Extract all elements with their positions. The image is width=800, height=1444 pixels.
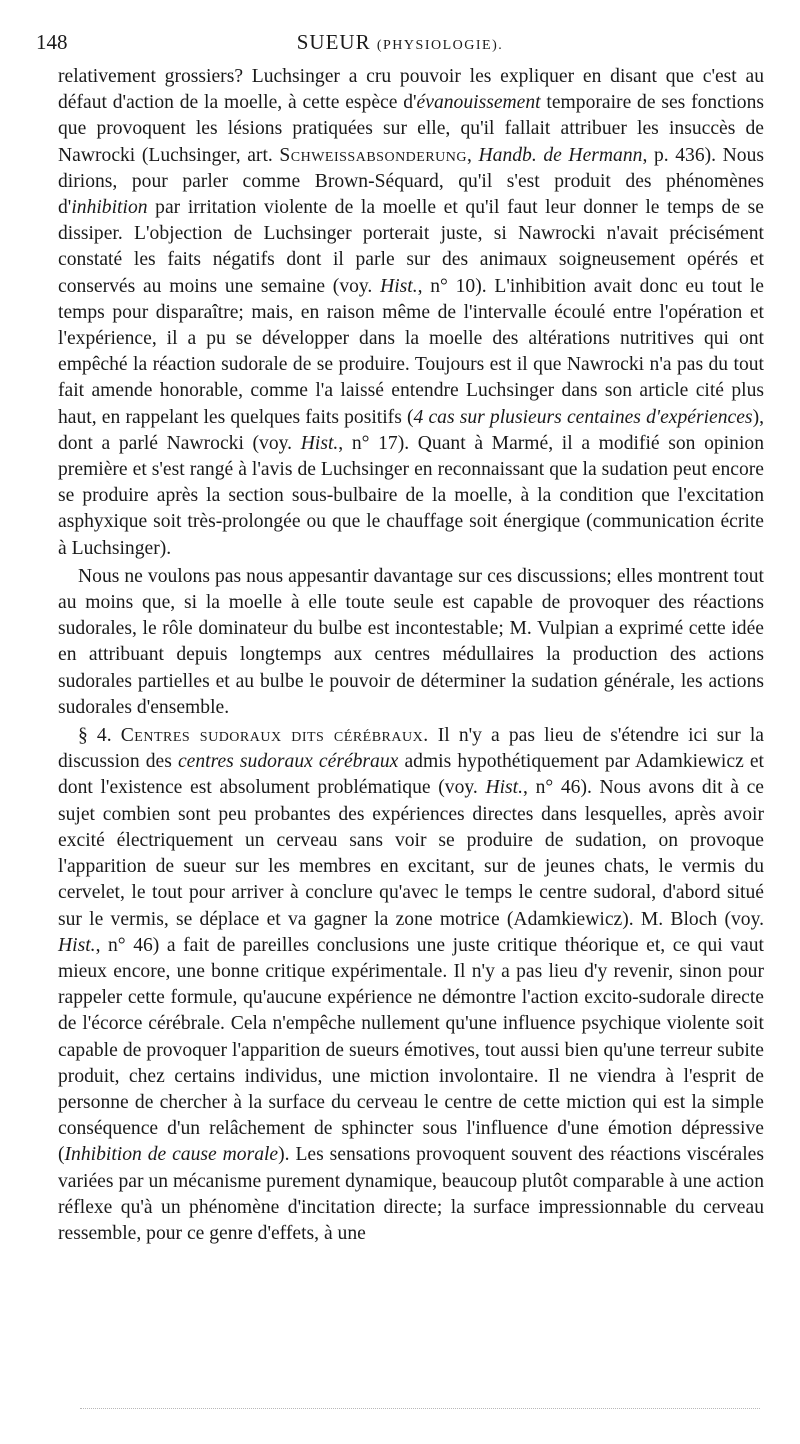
section-heading: Centres sudoraux dits cérébraux.: [120, 725, 429, 747]
bottom-dotted-rule: [80, 1408, 760, 1410]
text-run: , n° 46). Nous avons dit à ce sujet combien sont peu probantes des expériences directes dans lesquelles, après avoir excité électriquement un cerveau sans voir se produire de sudation, on provoque l'apparition de sueur sur les membres en excitant, sur de jeunes chats, le vermis du cervelet, le tout pour arriver à conclure qu'avec le temps le centre sudoral, d'abord situé sur le vermis, se déplace et va gagner la zone motrice (Adamkiewicz). M. Bloch (voy.: [58, 777, 765, 930]
italic-term: Inhibition de cause morale: [64, 1144, 279, 1166]
running-head-subtitle: (PHYSIOLOGIE).: [376, 38, 504, 53]
text-run: admis hypothétiquement par Adamkiewicz et dont l'existence est absolument problématique (voy.: [58, 751, 764, 799]
italic-term: 4 cas sur plusieurs centaines d'expériences: [413, 406, 753, 428]
reference-abbrev: Hist.: [300, 432, 339, 454]
text-run: ). Les sensations provoquent souvent des réactions viscérales variées par un mécanisme purement dynamique, beaucoup plutôt comparable à une action réflexe qu'à un phénomène d'incitation directe; la surface impressionnable du cerveau ressemble, pour ce genre d'effets, à une: [58, 1144, 764, 1244]
reference-abbrev: Hist.: [58, 934, 96, 956]
text-run: , n° 10). L'inhibition avait donc eu tout le temps pour disparaître; mais, en raison même de l'intervalle écoulé entre l'opération et l'expérience, il a pu se développer dans la moelle des altérations nutritives qui ont empêché la réaction sudorale de se produire. Toujours est il que Nawrocki n'a pas du tout fait amende honorable, comme l'a laissé entendre Luchsinger dans son article cité plus haut, en rappelant les quelques faits positifs (: [58, 275, 764, 428]
text-run: ), dont a parlé Nawrocki (voy.: [58, 406, 764, 454]
body-text: [58, 64, 764, 1247]
running-head-title: SUEUR: [296, 30, 371, 54]
book-title: Handb. de Hermann: [478, 144, 643, 166]
italic-term: inhibition: [71, 197, 148, 219]
text-run: Il n'y a pas lieu de s'étendre ici sur la discussion des: [58, 725, 765, 773]
section-number: § 4.: [78, 725, 112, 747]
text-run: , p. 436). Nous dirions, pour parler comme Brown-Séquard, qu'il s'est produit des phénomènes d': [58, 144, 765, 219]
text-run: , n° 46) a fait de pareilles conclusions une juste critique théorique et, ce qui vaut mieux encore, une bonne critique expérimentale. Il n'y a pas lieu d'y revenir, sinon pour rappeler cette formule, qu'aucune expérience ne démontre l'action excito-sudorale directe de l'écorce cérébrale. Cela n'empêche nullement qu'une influence psychique violente soit capable de provoquer l'apparition de sueurs émotives, tout aussi bien qu'une terreur subite produit, chez certains individus, une miction involontaire. Il ne viendra à l'esprit de personne de chercher à la surface du cerveau le centre de cette miction qui est la simple conséquence d'un relâchement de sphincter sous l'influence d'une émotion dépressive (: [58, 934, 764, 1166]
running-head: [36, 30, 764, 55]
paragraph-3: [58, 723, 764, 1247]
text-run: , n° 17). Quant à Marmé, il a modifié son opinion première et s'est rangé à l'avis de Luchsinger en reconnaissant que la sudation peut encore se produire après la section sous-bulbaire de la moelle, à la condition que l'excitation asphyxique soit très-prolongée ou que le chauffage soit énergique (communication écrite à Luchsinger).: [58, 432, 764, 559]
text-run: ,: [467, 144, 479, 166]
text-run: temporaire de ses fonctions que provoquent les lésions pratiquées sur elle, qu'il fallait attribuer les insuccès de Nawrocki (Luchsinger, art.: [58, 92, 764, 166]
page-number: 148: [36, 30, 68, 54]
article-title: Schweissabsonderung: [279, 144, 468, 166]
text-run: relativement grossiers? Luchsinger a cru pouvoir les expliquer en disant que c'est au défaut d'action de la moelle, à cette espèce d': [58, 66, 764, 114]
italic-term: centres sudoraux cérébraux: [177, 751, 399, 773]
italic-term: évanouissement: [416, 92, 541, 114]
text-run: par irritation violente de la moelle et qu'il faut leur donner le temps de se dissiper. L'objection de Luchsinger porterait juste, si Nawrocki n'avait précisément constaté les faits négatifs dont il parle sur des animaux soigneusement opérés et conservés au moins une semaine (voy.: [58, 197, 764, 297]
reference-abbrev: Hist.: [485, 777, 524, 799]
paragraph-1: [58, 64, 764, 562]
page-header: [36, 22, 764, 58]
reference-abbrev: Hist.: [380, 275, 418, 297]
paragraph-2: Nous ne voulons pas nous appesantir davantage sur ces discussions; elles montrent tout au moins que, si la moelle à elle toute seule est capable de provoquer des réactions sudorales, le rôle dominateur du bulbe est incontestable; M. Vulpian a exprimé cette idée en attribuant depuis longtemps aux centres médullaires la production des actions sudorales partielles et au bulbe le pouvoir de déterminer la sudation générale, les actions sudorales d'ensemble.: [58, 565, 764, 718]
